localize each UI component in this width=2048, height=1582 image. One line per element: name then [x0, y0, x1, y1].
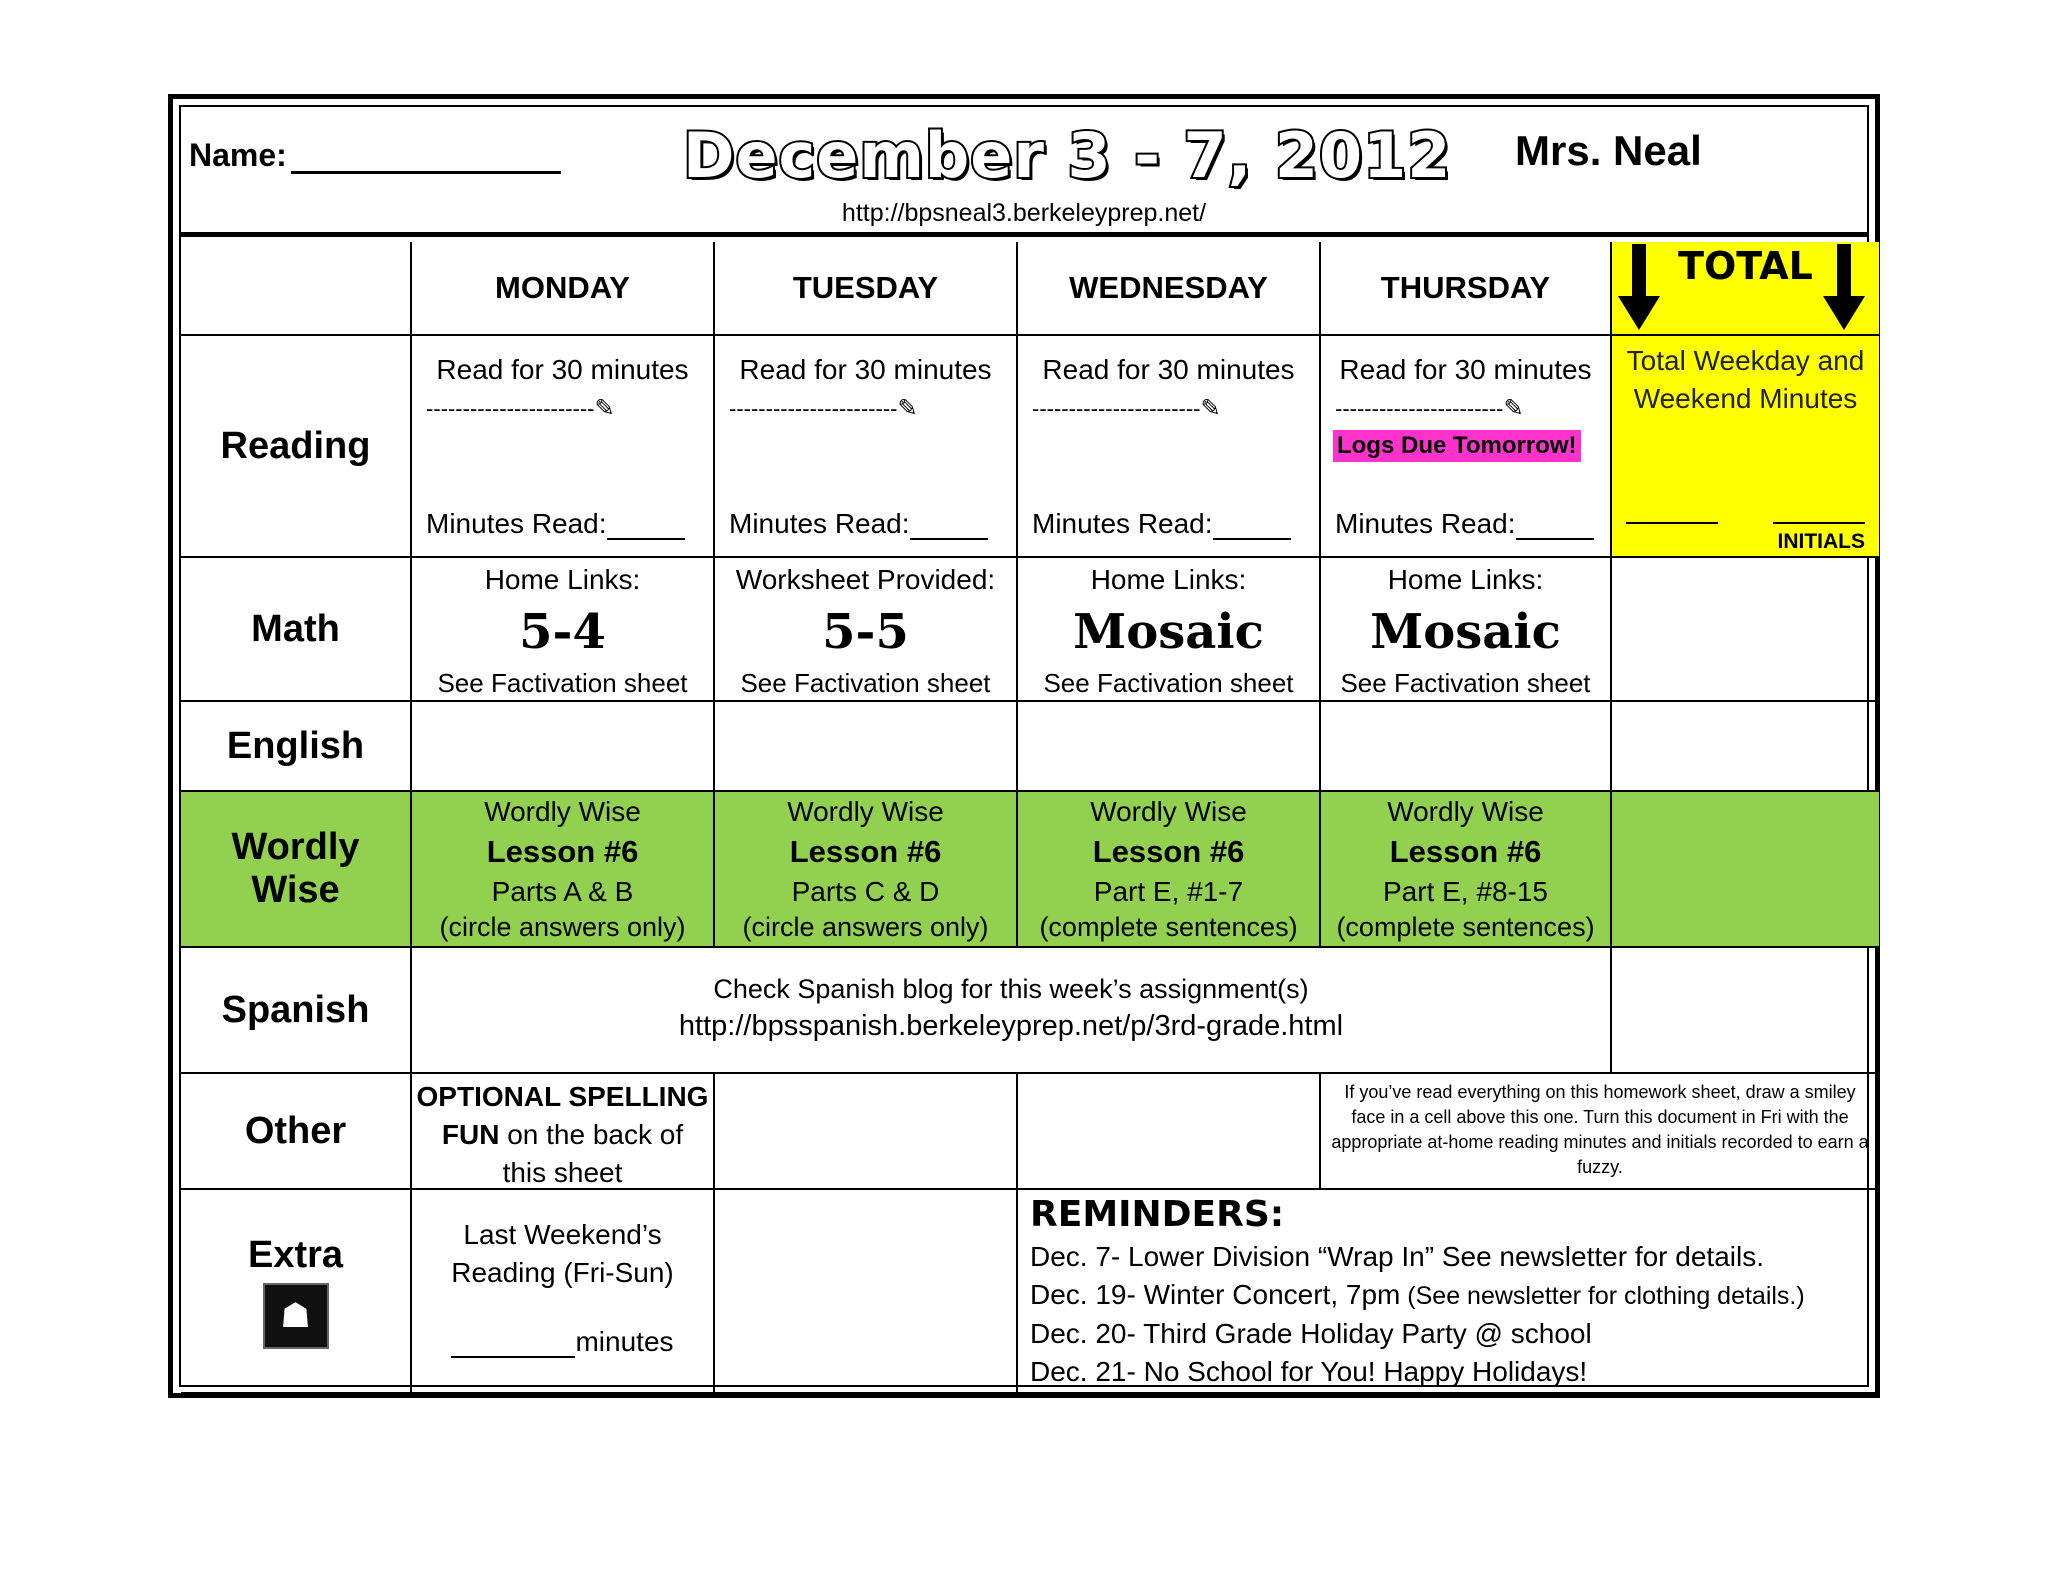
- name-label: Name:: [189, 137, 287, 173]
- signature-line: [729, 394, 918, 423]
- day-tuesday: TUESDAY: [715, 242, 1018, 336]
- signature-line: [1335, 394, 1524, 423]
- reminder-item: [1030, 1276, 1805, 1315]
- math-assignment: 5-5: [822, 604, 909, 660]
- reminders-list: [1030, 1238, 1805, 1391]
- reading-task: Read for 30 minutes: [1339, 354, 1592, 385]
- reading-cell-wednesday: [1018, 336, 1321, 558]
- class-url: http://bpsneal3.berkeleyprep.net/: [841, 199, 1207, 227]
- other-cell-monday: [412, 1074, 715, 1190]
- optional-spelling-text: [412, 1078, 713, 1190]
- down-arrow-icon: [1823, 244, 1865, 330]
- minutes-label: Minutes Read:: [1335, 508, 1516, 539]
- day-wednesday: WEDNESDAY: [1018, 242, 1321, 336]
- wordly-part: Parts C & D: [791, 876, 940, 907]
- row-label-reading: Reading: [181, 336, 412, 558]
- last-weekend-line2: Reading (Fri-Sun): [451, 1257, 674, 1288]
- day-header-row: [181, 242, 1879, 336]
- math-cell-tuesday: [715, 558, 1018, 702]
- math-row: [181, 558, 1879, 702]
- wordly-label-line1: Wordly: [231, 826, 360, 868]
- minutes-blank: [607, 512, 685, 540]
- english-cell-monday: [412, 702, 715, 792]
- math-cell-thursday: [1321, 558, 1612, 702]
- signature-line: [1032, 394, 1221, 423]
- other-row: [181, 1074, 1879, 1190]
- english-cell-wednesday: [1018, 702, 1321, 792]
- page-title: December 3 - 7, 2012: [683, 119, 1452, 192]
- math-cell-monday: [412, 558, 715, 702]
- extra-label: Extra: [247, 1233, 344, 1276]
- reading-cell-monday: [412, 336, 715, 558]
- minutes-suffix: minutes: [575, 1326, 674, 1357]
- math-source: Home Links:: [484, 564, 641, 595]
- pencil-icon: ✎: [1200, 395, 1221, 422]
- name-field: [189, 137, 561, 174]
- dash-line: -----------------------: [1335, 396, 1504, 421]
- english-total-cell: [1612, 702, 1879, 792]
- minutes-label: Minutes Read:: [1032, 508, 1213, 539]
- initials-blank: [1773, 522, 1865, 524]
- english-cell-thursday: [1321, 702, 1612, 792]
- wordly-title: Wordly Wise: [1090, 796, 1247, 827]
- signature-line: [426, 394, 615, 423]
- optional-line3: this sheet: [502, 1157, 623, 1188]
- math-source: Worksheet Provided:: [735, 564, 996, 595]
- wordly-lesson: Lesson #6: [486, 834, 639, 869]
- math-source: Home Links:: [1387, 564, 1544, 595]
- smiley-instructions: If you’ve read everything on this homework sheet, draw a smiley face in a cell above this one. Turn this document in Fri with the appropriate at-home reading minutes and initials recorded to earn a fuzzy.: [1331, 1082, 1869, 1177]
- row-label-spanish: Spanish: [181, 948, 412, 1074]
- dash-line: -----------------------: [426, 396, 595, 421]
- wordly-part: Part E, #1-7: [1093, 876, 1244, 907]
- wordly-wise-row: [181, 792, 1879, 948]
- other-cell-tuesday: [715, 1074, 1018, 1190]
- wordly-cell-tuesday: [715, 792, 1018, 948]
- math-note: See Factivation sheet: [740, 668, 991, 698]
- wordly-note: (circle answers only): [742, 912, 989, 942]
- dash-line: -----------------------: [1032, 396, 1201, 421]
- reading-cell-tuesday: [715, 336, 1018, 558]
- wordly-cell-wednesday: [1018, 792, 1321, 948]
- math-assignment: Mosaic: [1073, 604, 1264, 660]
- homework-sheet-inner: [179, 105, 1869, 1387]
- dash-line: -----------------------: [729, 396, 898, 421]
- wordly-title: Wordly Wise: [484, 796, 641, 827]
- name-blank: [291, 141, 561, 174]
- wordly-note: (complete sentences): [1039, 912, 1298, 942]
- math-total-cell: [1612, 558, 1879, 702]
- minutes-blank: [1516, 512, 1594, 540]
- other-cell-wednesday: [1018, 1074, 1321, 1190]
- spanish-cell: [412, 948, 1612, 1074]
- spanish-instructions: Check Spanish blog for this week’s assignment(s): [713, 974, 1309, 1004]
- day-thursday: THURSDAY: [1321, 242, 1612, 336]
- optional-fun-bold: FUN: [441, 1119, 500, 1150]
- wordly-total-cell: [1612, 792, 1879, 948]
- reading-cell-thursday: [1321, 336, 1612, 558]
- pencil-icon: ✎: [594, 395, 615, 422]
- total-minutes-cell: [1612, 336, 1879, 558]
- math-note: See Factivation sheet: [1340, 668, 1591, 698]
- last-weekend-blank: [451, 1330, 575, 1358]
- reminders-title: REMINDERS:: [1030, 1194, 1285, 1235]
- row-label-extra: [181, 1190, 412, 1394]
- optional-rest: on the back of: [499, 1119, 684, 1150]
- minutes-read: [426, 508, 685, 540]
- minutes-read: [1032, 508, 1291, 540]
- english-row: [181, 702, 1879, 792]
- last-weekend-label: [412, 1216, 713, 1292]
- wordly-title: Wordly Wise: [1387, 796, 1544, 827]
- wordly-note: (complete sentences): [1336, 912, 1595, 942]
- wordly-cell-monday: [412, 792, 715, 948]
- reminder-item-text: Dec. 19- Winter Concert, 7pm: [1030, 1279, 1401, 1310]
- math-note: See Factivation sheet: [1043, 668, 1294, 698]
- wordly-title: Wordly Wise: [787, 796, 944, 827]
- english-cell-tuesday: [715, 702, 1018, 792]
- row-label-other: Other: [181, 1074, 412, 1190]
- reminder-item: Dec. 20- Third Grade Holiday Party @ school: [1030, 1318, 1592, 1349]
- pencil-icon: ✎: [897, 395, 918, 422]
- sheet-header: [181, 107, 1867, 237]
- wordly-lesson: Lesson #6: [1092, 834, 1245, 869]
- pencil-icon: ✎: [1503, 395, 1524, 422]
- math-source: Home Links:: [1090, 564, 1247, 595]
- extra-cell-tuesday: [715, 1190, 1018, 1394]
- minutes-blank: [1213, 512, 1291, 540]
- spanish-row: [181, 948, 1879, 1074]
- reading-task: Read for 30 minutes: [436, 354, 689, 385]
- minutes-read: [1335, 508, 1594, 540]
- initials-label: INITIALS: [1777, 530, 1865, 553]
- row-label-english: English: [181, 702, 412, 792]
- wordly-part: Part E, #8-15: [1383, 876, 1548, 907]
- wordly-label-line2: Wise: [251, 869, 340, 911]
- reading-task: Read for 30 minutes: [739, 354, 992, 385]
- reminder-item-note: (See newsletter for clothing details.): [1400, 1282, 1805, 1310]
- total-minutes-label: Total Weekday and Weekend Minutes: [1626, 345, 1865, 414]
- homework-sheet: [168, 94, 1880, 1398]
- reading-row: [181, 336, 1879, 558]
- other-note-cell: [1321, 1074, 1879, 1190]
- extra-row: [181, 1190, 1879, 1394]
- last-weekend-minutes: [412, 1326, 713, 1358]
- corner-cell: [181, 242, 412, 336]
- day-monday: MONDAY: [412, 242, 715, 336]
- row-label-math: Math: [181, 558, 412, 702]
- wordly-part: Parts A & B: [491, 876, 634, 907]
- spanish-blog-url: http://bpsspanish.berkeleyprep.net/p/3rd-grade.html: [678, 1010, 1344, 1042]
- minutes-blank: [910, 512, 988, 540]
- spanish-total-cell: [1612, 948, 1879, 1074]
- reminder-item: Dec. 7- Lower Division “Wrap In” See newsletter for details.: [1030, 1241, 1764, 1272]
- optional-spelling-bold: OPTIONAL SPELLING: [416, 1081, 709, 1112]
- wordly-lesson: Lesson #6: [789, 834, 942, 869]
- wordly-note: (circle answers only): [439, 912, 686, 942]
- logs-due-highlight: Logs Due Tomorrow!: [1333, 430, 1581, 462]
- minutes-label: Minutes Read:: [729, 508, 910, 539]
- math-note: See Factivation sheet: [437, 668, 688, 698]
- math-assignment: 5-4: [519, 604, 606, 660]
- minutes-read: [729, 508, 988, 540]
- total-label: TOTAL: [1678, 244, 1813, 288]
- reminder-item: Dec. 21- No School for You! Happy Holidays!: [1030, 1356, 1588, 1387]
- reminders-cell: [1018, 1190, 1879, 1394]
- minutes-label: Minutes Read:: [426, 508, 607, 539]
- last-weekend-line1: Last Weekend’s: [463, 1219, 662, 1250]
- total-header: [1612, 242, 1879, 336]
- reading-figure-icon: ☗: [263, 1283, 329, 1349]
- total-minutes-blank: [1626, 522, 1718, 524]
- wordly-cell-thursday: [1321, 792, 1612, 948]
- reading-task: Read for 30 minutes: [1042, 354, 1295, 385]
- math-assignment: Mosaic: [1370, 604, 1561, 660]
- teacher-name: Mrs. Neal: [1515, 127, 1702, 174]
- last-weekend-cell: [412, 1190, 715, 1394]
- row-label-wordly-wise: [181, 792, 412, 948]
- math-cell-wednesday: [1018, 558, 1321, 702]
- wordly-lesson: Lesson #6: [1389, 834, 1542, 869]
